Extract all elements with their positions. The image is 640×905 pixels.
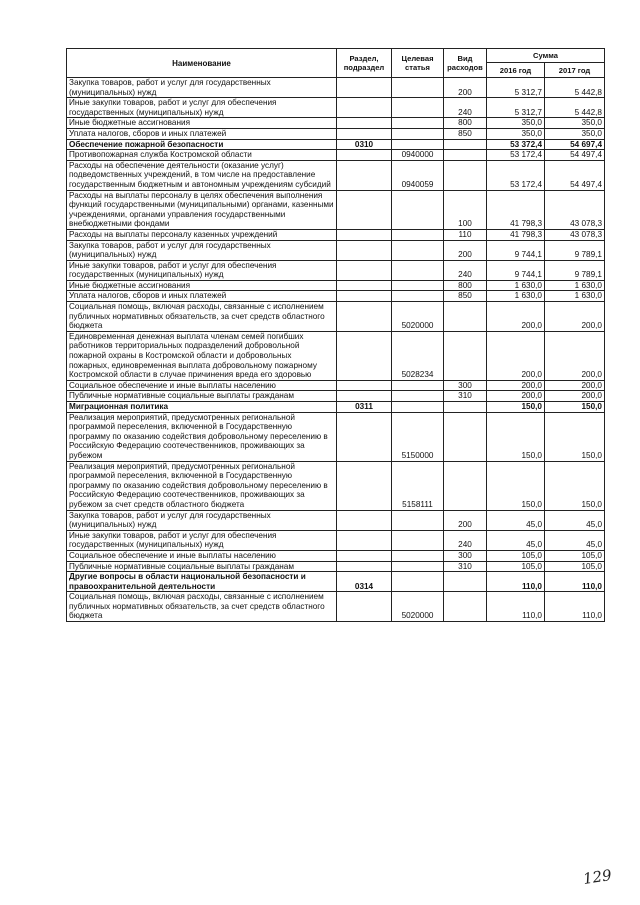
cell-sum-2016: 45,0 [487, 530, 545, 550]
table-row [67, 402, 605, 413]
cell-section [337, 150, 392, 161]
cell-target: 0940000 [392, 150, 444, 161]
cell-sum-2017: 350,0 [545, 128, 605, 139]
cell-section [337, 550, 392, 561]
table-row [67, 461, 605, 510]
cell-sum-2016: 200,0 [487, 331, 545, 380]
cell-sum-2016: 105,0 [487, 550, 545, 561]
cell-name: Закупка товаров, работ и услуг для государственных (муниципальных) нужд [67, 78, 337, 98]
table-row [67, 229, 605, 240]
cell-section [337, 260, 392, 280]
cell-sum-2017: 54 497,4 [545, 160, 605, 190]
cell-target [392, 561, 444, 572]
table-row [67, 150, 605, 161]
cell-sum-2016: 9 744,1 [487, 240, 545, 260]
cell-sum-2017: 150,0 [545, 461, 605, 510]
cell-sum-2016: 9 744,1 [487, 260, 545, 280]
table-row [67, 331, 605, 380]
cell-section [337, 190, 392, 229]
cell-type: 310 [444, 391, 487, 402]
cell-name: Уплата налогов, сборов и иных платежей [67, 128, 337, 139]
cell-type: 850 [444, 128, 487, 139]
cell-section [337, 461, 392, 510]
cell-sum-2017: 200,0 [545, 331, 605, 380]
cell-sum-2016: 200,0 [487, 302, 545, 332]
cell-sum-2017: 105,0 [545, 550, 605, 561]
cell-target: 0940059 [392, 160, 444, 190]
cell-section [337, 229, 392, 240]
cell-target: 5150000 [392, 412, 444, 461]
cell-section [337, 530, 392, 550]
cell-target [392, 550, 444, 561]
cell-name: Другие вопросы в области национальной безопасности и правоохранительной деятельности [67, 572, 337, 592]
cell-sum-2017: 200,0 [545, 302, 605, 332]
cell-sum-2016: 53 172,4 [487, 150, 545, 161]
cell-type [444, 412, 487, 461]
cell-section [337, 380, 392, 391]
cell-section [337, 78, 392, 98]
cell-sum-2017: 110,0 [545, 572, 605, 592]
cell-sum-2016: 53 372,4 [487, 139, 545, 150]
cell-name: Реализация мероприятий, предусмотренных региональной программой переселения, включенной в Государственную программу по оказанию содействия добровольному переселению в Российскую Федерацию соотечественников, проживающих за рубежом за счет средств областного бюджета [67, 461, 337, 510]
cell-type: 200 [444, 78, 487, 98]
cell-type: 850 [444, 291, 487, 302]
cell-target [392, 380, 444, 391]
cell-name: Расходы на выплаты персоналу казенных учреждений [67, 229, 337, 240]
cell-section [337, 240, 392, 260]
cell-target [392, 118, 444, 129]
cell-section [337, 412, 392, 461]
cell-name: Социальное обеспечение и иные выплаты населению [67, 380, 337, 391]
header-year-2017: 2017 год [545, 63, 605, 78]
cell-target [392, 572, 444, 592]
cell-type: 240 [444, 98, 487, 118]
cell-target [392, 98, 444, 118]
cell-sum-2016: 200,0 [487, 391, 545, 402]
budget-table [66, 48, 605, 622]
cell-target [392, 229, 444, 240]
cell-target [392, 128, 444, 139]
table-body [67, 78, 605, 622]
cell-target [392, 190, 444, 229]
cell-type [444, 572, 487, 592]
cell-sum-2017: 5 442,8 [545, 78, 605, 98]
cell-name: Расходы на обеспечение деятельности (оказание услуг) подведомственных учреждений, в том числе на предоставление государственным бюджетным и автономным учреждениям субсидий [67, 160, 337, 190]
cell-sum-2016: 200,0 [487, 380, 545, 391]
table-row [67, 592, 605, 622]
cell-type [444, 139, 487, 150]
cell-sum-2017: 43 078,3 [545, 190, 605, 229]
cell-name: Закупка товаров, работ и услуг для государственных (муниципальных) нужд [67, 240, 337, 260]
table-row [67, 412, 605, 461]
cell-name: Иные бюджетные ассигнования [67, 280, 337, 291]
table-row [67, 510, 605, 530]
cell-sum-2017: 1 630,0 [545, 280, 605, 291]
table-row [67, 190, 605, 229]
cell-sum-2016: 41 798,3 [487, 229, 545, 240]
cell-section: 0311 [337, 402, 392, 413]
cell-sum-2017: 45,0 [545, 530, 605, 550]
cell-sum-2017: 350,0 [545, 118, 605, 129]
cell-sum-2017: 54 697,4 [545, 139, 605, 150]
table-row [67, 572, 605, 592]
cell-name: Социальная помощь, включая расходы, связанные с исполнением публичных нормативных обязательств, за счет средств областного бюджета [67, 302, 337, 332]
cell-name: Обеспечение пожарной безопасности [67, 139, 337, 150]
cell-type [444, 150, 487, 161]
cell-sum-2017: 9 789,1 [545, 240, 605, 260]
cell-sum-2017: 43 078,3 [545, 229, 605, 240]
cell-section [337, 592, 392, 622]
cell-name: Миграционная политика [67, 402, 337, 413]
header-section: Раздел, подраздел [337, 49, 392, 78]
cell-type: 300 [444, 550, 487, 561]
cell-sum-2016: 1 630,0 [487, 291, 545, 302]
cell-sum-2017: 150,0 [545, 412, 605, 461]
cell-sum-2016: 350,0 [487, 118, 545, 129]
cell-section [337, 291, 392, 302]
cell-type [444, 302, 487, 332]
table-header [67, 49, 605, 78]
cell-section [337, 280, 392, 291]
cell-sum-2016: 350,0 [487, 128, 545, 139]
cell-sum-2017: 45,0 [545, 510, 605, 530]
table-row [67, 391, 605, 402]
cell-sum-2016: 53 172,4 [487, 160, 545, 190]
cell-type [444, 461, 487, 510]
cell-sum-2017: 5 442,8 [545, 98, 605, 118]
cell-section [337, 561, 392, 572]
cell-type: 110 [444, 229, 487, 240]
cell-type: 100 [444, 190, 487, 229]
cell-type: 310 [444, 561, 487, 572]
cell-type: 800 [444, 118, 487, 129]
cell-target: 5020000 [392, 592, 444, 622]
cell-sum-2017: 1 630,0 [545, 291, 605, 302]
table-row [67, 160, 605, 190]
cell-section [337, 510, 392, 530]
cell-target [392, 139, 444, 150]
cell-target [392, 240, 444, 260]
cell-name: Иные закупки товаров, работ и услуг для обеспечения государственных (муниципальных) нужд [67, 98, 337, 118]
cell-type [444, 402, 487, 413]
cell-name: Иные бюджетные ассигнования [67, 118, 337, 129]
page-number: 129 [581, 866, 613, 888]
cell-type: 200 [444, 240, 487, 260]
header-year-2016: 2016 год [487, 63, 545, 78]
table-row [67, 280, 605, 291]
cell-target [392, 260, 444, 280]
cell-sum-2016: 1 630,0 [487, 280, 545, 291]
cell-section [337, 160, 392, 190]
cell-sum-2016: 5 312,7 [487, 98, 545, 118]
cell-type: 200 [444, 510, 487, 530]
cell-sum-2016: 105,0 [487, 561, 545, 572]
cell-name: Реализация мероприятий, предусмотренных региональной программой переселения, включенной в Государственную программу по оказанию содействия добровольному переселению в Российскую Федерацию соотечественников, проживающих за рубежом [67, 412, 337, 461]
table-row [67, 118, 605, 129]
table-row [67, 291, 605, 302]
header-type: Вид расходов [444, 49, 487, 78]
header-target: Целевая статья [392, 49, 444, 78]
cell-name: Иные закупки товаров, работ и услуг для обеспечения государственных (муниципальных) нужд [67, 260, 337, 280]
cell-name: Публичные нормативные социальные выплаты гражданам [67, 561, 337, 572]
cell-target [392, 510, 444, 530]
cell-sum-2016: 150,0 [487, 412, 545, 461]
cell-sum-2017: 200,0 [545, 380, 605, 391]
cell-name: Публичные нормативные социальные выплаты гражданам [67, 391, 337, 402]
cell-name: Иные закупки товаров, работ и услуг для обеспечения государственных (муниципальных) нужд [67, 530, 337, 550]
cell-section [337, 331, 392, 380]
cell-sum-2016: 110,0 [487, 572, 545, 592]
cell-name: Расходы на выплаты персоналу в целях обеспечения выполнения функций государственными (муниципальными) органами, казенными учреждениями, органами управления государственными внебюджетными фондами [67, 190, 337, 229]
cell-sum-2016: 150,0 [487, 402, 545, 413]
cell-sum-2016: 150,0 [487, 461, 545, 510]
header-sum: Сумма [487, 49, 605, 63]
table-row [67, 98, 605, 118]
cell-section: 0314 [337, 572, 392, 592]
cell-target: 5028234 [392, 331, 444, 380]
cell-name: Противопожарная служба Костромской области [67, 150, 337, 161]
cell-type [444, 331, 487, 380]
cell-target: 5158111 [392, 461, 444, 510]
cell-section [337, 391, 392, 402]
table-row [67, 530, 605, 550]
cell-type [444, 592, 487, 622]
cell-sum-2016: 5 312,7 [487, 78, 545, 98]
cell-target [392, 291, 444, 302]
cell-section [337, 302, 392, 332]
table-row [67, 302, 605, 332]
cell-name: Закупка товаров, работ и услуг для государственных (муниципальных) нужд [67, 510, 337, 530]
cell-target [392, 402, 444, 413]
cell-type [444, 160, 487, 190]
table-row [67, 139, 605, 150]
cell-target [392, 391, 444, 402]
table-row [67, 78, 605, 98]
cell-section [337, 98, 392, 118]
cell-target [392, 78, 444, 98]
cell-target: 5020000 [392, 302, 444, 332]
cell-type: 800 [444, 280, 487, 291]
cell-type: 300 [444, 380, 487, 391]
cell-name: Социальная помощь, включая расходы, связанные с исполнением публичных нормативных обязательств, за счет средств областного бюджета [67, 592, 337, 622]
cell-name: Единовременная денежная выплата членам семей погибших работников территориальных подразделений добровольной пожарной охраны в Костромской области и добровольных пожарных, единовременная выплата добровольному пожарному Костромской области в случае причинения вреда его здоровью [67, 331, 337, 380]
table-row [67, 260, 605, 280]
cell-type: 240 [444, 530, 487, 550]
cell-sum-2017: 200,0 [545, 391, 605, 402]
table-row [67, 550, 605, 561]
cell-type: 240 [444, 260, 487, 280]
cell-target [392, 280, 444, 291]
table-row [67, 240, 605, 260]
cell-sum-2016: 110,0 [487, 592, 545, 622]
cell-sum-2016: 41 798,3 [487, 190, 545, 229]
cell-name: Уплата налогов, сборов и иных платежей [67, 291, 337, 302]
header-name: Наименование [67, 49, 337, 78]
cell-sum-2017: 110,0 [545, 592, 605, 622]
table-row [67, 380, 605, 391]
table-row [67, 128, 605, 139]
cell-target [392, 530, 444, 550]
cell-sum-2017: 150,0 [545, 402, 605, 413]
table-row [67, 561, 605, 572]
cell-section [337, 118, 392, 129]
cell-sum-2016: 45,0 [487, 510, 545, 530]
cell-name: Социальное обеспечение и иные выплаты населению [67, 550, 337, 561]
cell-section: 0310 [337, 139, 392, 150]
cell-sum-2017: 105,0 [545, 561, 605, 572]
cell-section [337, 128, 392, 139]
cell-sum-2017: 54 497,4 [545, 150, 605, 161]
cell-sum-2017: 9 789,1 [545, 260, 605, 280]
